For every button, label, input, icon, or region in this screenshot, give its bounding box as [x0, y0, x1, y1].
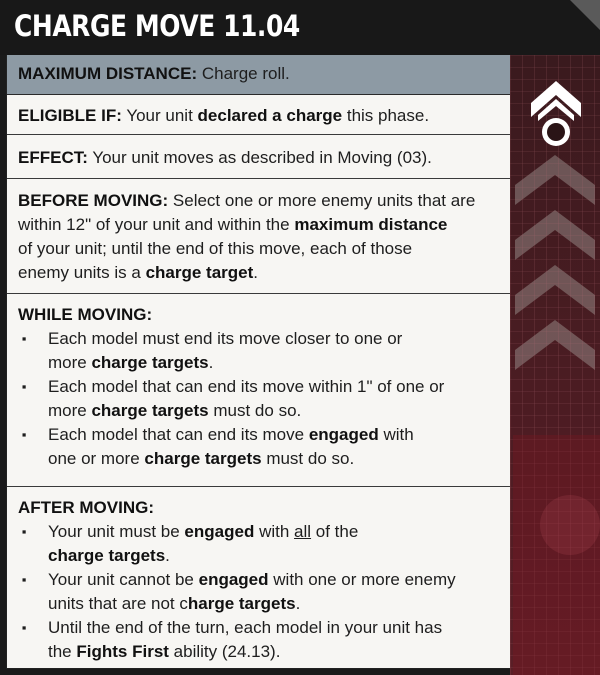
- while-bullet-3-line-2b: charge targets: [144, 449, 262, 468]
- after-moving-label: AFTER MOVING:: [18, 498, 154, 517]
- eligible-row: [7, 95, 511, 135]
- max-distance-text: Charge roll.: [201, 64, 290, 83]
- bullet-icon: ▪: [21, 379, 27, 394]
- before-line-3: of your unit; until the end of this move, each of those: [18, 239, 413, 258]
- charge-icon: [529, 79, 583, 149]
- before-line-4c: .: [253, 263, 259, 282]
- after-bullet-1-line-1b: engaged: [184, 522, 255, 541]
- while-bullet-3-line-1a: Each model that can end its move: [48, 425, 305, 444]
- eligible-text-pre: Your unit: [126, 106, 193, 125]
- header-corner-notch: [570, 0, 600, 30]
- effect-text: Your unit moves as described in Moving (03).: [92, 148, 432, 167]
- eligible-text-post: this phase.: [346, 106, 430, 125]
- while-bullet-2-line-2b: charge targets: [91, 401, 209, 420]
- after-bullet-1-line-1d: all: [294, 522, 312, 541]
- while-bullet-1-line-2c: .: [208, 353, 214, 372]
- before-line-1: Select one or more enemy units that are: [172, 191, 476, 210]
- before-moving-row: [7, 179, 511, 294]
- before-line-4a: enemy units is a: [18, 263, 141, 282]
- while-bullet-1-line-2b: charge targets: [91, 353, 209, 372]
- after-bullet-3-line-2c: ability (24.13).: [173, 642, 281, 661]
- while-bullet-2-line-1: Each model that can end its move within 1" of one or: [48, 377, 445, 396]
- bullet-icon: ▪: [21, 620, 27, 635]
- after-bullet-2-line-2b: harge targets: [187, 594, 296, 613]
- eligible-text-bold: declared a charge: [197, 106, 343, 125]
- before-moving-label: BEFORE MOVING:: [18, 191, 169, 210]
- max-distance-row: [7, 55, 511, 95]
- bullet-icon: ▪: [21, 331, 27, 346]
- after-bullet-2-line-2c: .: [295, 594, 301, 613]
- before-line-2a: within 12" of your unit and within the: [18, 215, 290, 234]
- bullet-icon: ▪: [21, 524, 27, 539]
- header-bar: [0, 0, 600, 55]
- while-bullet-3-line-1c: with: [383, 425, 414, 444]
- while-moving-label: WHILE MOVING:: [18, 305, 153, 324]
- while-bullet-3-line-1b: engaged: [308, 425, 379, 444]
- while-bullet-2-line-2c: must do so.: [213, 401, 302, 420]
- after-bullet-1-line-1e: of the: [315, 522, 359, 541]
- while-bullet-3-line-2c: must do so.: [266, 449, 355, 468]
- before-line-2b: maximum distance: [294, 215, 448, 234]
- eligible-label: ELIGIBLE IF:: [18, 106, 122, 125]
- after-bullet-2-line-1a: Your unit cannot be: [48, 570, 194, 589]
- after-bullet-1-line-2b: .: [165, 546, 170, 565]
- effect-label: EFFECT:: [18, 148, 88, 167]
- after-bullet-2-line-2a: units that are not c: [48, 594, 188, 613]
- bullet-icon: ▪: [21, 572, 27, 587]
- max-distance-label: MAXIMUM DISTANCE:: [18, 64, 198, 83]
- while-bullet-2-line-2a: more: [48, 401, 87, 420]
- after-bullet-3-line-2a: the: [48, 642, 72, 661]
- bullet-icon: ▪: [21, 427, 27, 442]
- after-bullet-1-line-1a: Your unit must be: [48, 522, 180, 541]
- rule-title: CHARGE MOVE 11.04: [14, 9, 300, 43]
- while-bullet-1-line-1: Each model must end its move closer to one or: [48, 329, 403, 348]
- after-bullet-3-line-1: Until the end of the turn, each model in your unit has: [48, 618, 443, 637]
- decorative-sidebar: [510, 55, 600, 675]
- while-moving-row: [7, 294, 511, 487]
- rule-content: [6, 55, 511, 669]
- effect-row: [7, 135, 511, 179]
- after-bullet-2-line-1c: with one or more enemy: [273, 570, 456, 589]
- while-bullet-1-line-2a: more: [48, 353, 87, 372]
- after-bullet-1-line-1c: with: [259, 522, 290, 541]
- after-bullet-3-line-2b: Fights First: [76, 642, 169, 661]
- after-bullet-2-line-1b: engaged: [198, 570, 269, 589]
- while-bullet-3-line-2a: one or more: [48, 449, 140, 468]
- before-line-4b: charge target: [145, 263, 254, 282]
- after-bullet-1-line-2a: charge targets: [48, 546, 166, 565]
- after-moving-row: [7, 487, 511, 668]
